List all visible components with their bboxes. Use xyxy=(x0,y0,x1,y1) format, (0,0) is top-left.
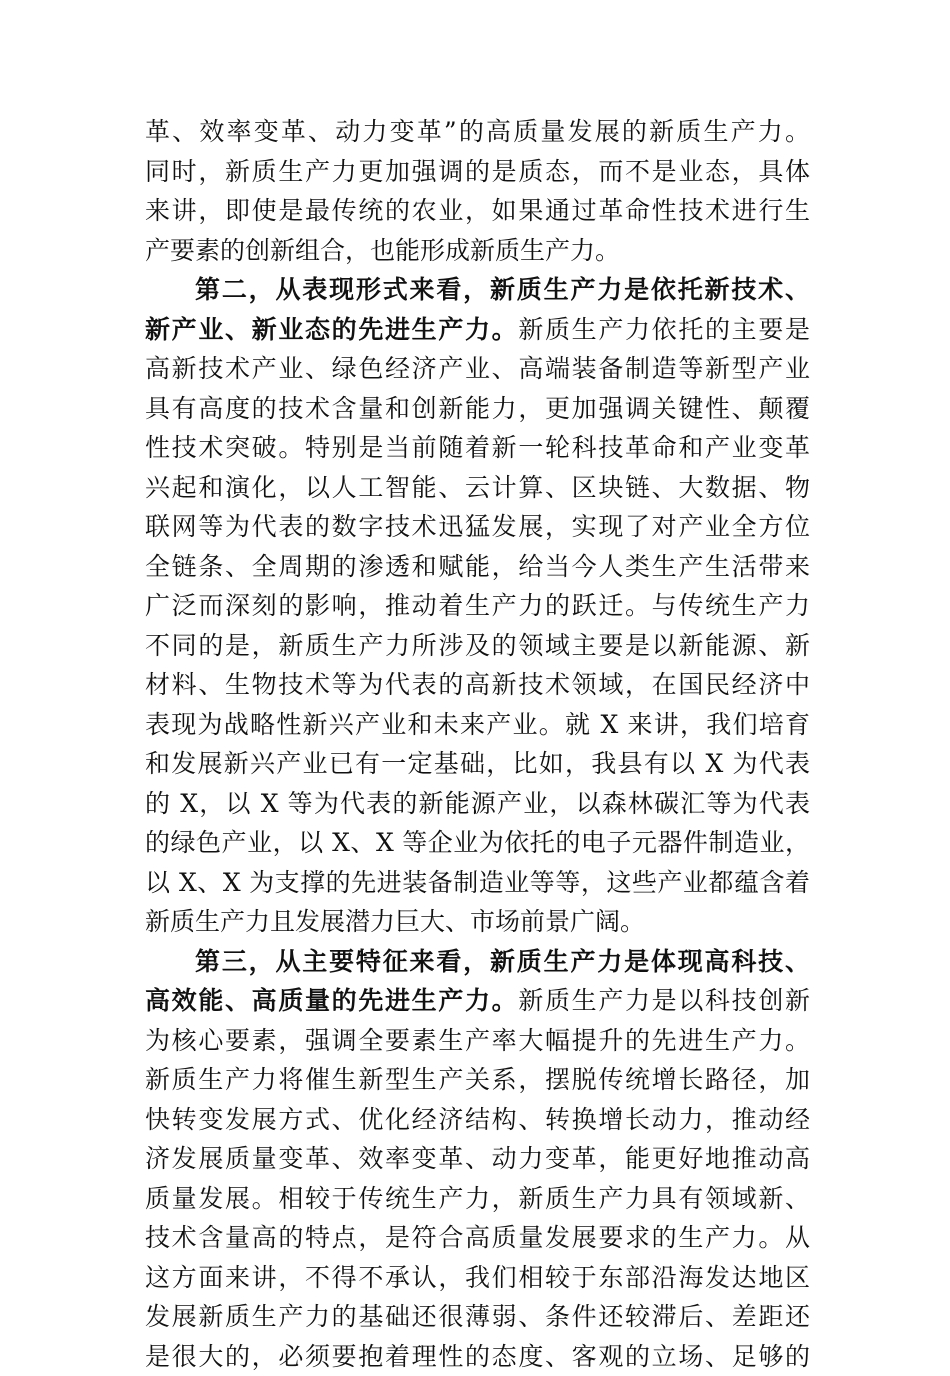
body-text: 来讲，即使是最传统的农业，如果通过革命性技术进行生 xyxy=(145,196,810,225)
text-line xyxy=(145,349,810,389)
text-line xyxy=(145,1297,810,1337)
text-line xyxy=(145,1218,810,1258)
body-text: 新质生产力将催生新型生产关系，摆脱传统增长路径，加 xyxy=(145,1065,810,1094)
document-body xyxy=(145,112,810,1376)
body-text: 济发展质量变革、效率变革、动力变革，能更好地推动高 xyxy=(145,1144,810,1173)
text-line xyxy=(145,665,810,705)
body-text: 新质生产力是以科技创新 xyxy=(518,986,810,1015)
body-text: 联网等为代表的数字技术迅猛发展，实现了对产业全方位 xyxy=(145,512,810,541)
body-text: 质量发展。相较于传统生产力，新质生产力具有领域新、 xyxy=(145,1184,810,1213)
body-text: 材料、生物技术等为代表的高新技术领域，在国民经济中 xyxy=(145,670,810,699)
body-text: 革、效率变革、动力变革”的高质量发展的新质生产力。 xyxy=(145,117,810,146)
bold-heading-text: 新产业、新业态的先进生产力。 xyxy=(145,315,518,344)
text-line xyxy=(145,981,810,1021)
text-line xyxy=(145,468,810,508)
paragraph-first-line xyxy=(145,942,810,982)
body-text: 以 X、X 为支撑的先进装备制造业等等，这些产业都蕴含着 xyxy=(145,868,810,897)
text-line xyxy=(145,310,810,350)
text-line xyxy=(145,231,810,271)
body-text: 这方面来讲，不得不承认，我们相较于东部沿海发达地区 xyxy=(145,1263,810,1292)
body-text: 的 X，以 X 等为代表的新能源产业，以森林碳汇等为代表 xyxy=(145,789,810,818)
body-text: 技术含量高的特点，是符合高质量发展要求的生产力。从 xyxy=(145,1223,810,1252)
text-line xyxy=(145,1060,810,1100)
text-line xyxy=(145,547,810,587)
text-line xyxy=(145,902,810,942)
body-text: 性技术突破。特别是当前随着新一轮科技革命和产业变革 xyxy=(145,433,810,462)
text-line xyxy=(145,112,810,152)
body-text: 新质生产力依托的主要是 xyxy=(518,315,810,344)
body-text: 表现为战略性新兴产业和未来产业。就 X 来讲，我们培育 xyxy=(145,710,810,739)
body-text: 发展新质生产力的基础还很薄弱、条件还较滞后、差距还 xyxy=(145,1302,810,1331)
text-line xyxy=(145,1258,810,1298)
text-line xyxy=(145,507,810,547)
body-text: 不同的是，新质生产力所涉及的领域主要是以新能源、新 xyxy=(145,631,810,660)
text-line xyxy=(145,428,810,468)
bold-heading-text: 第二，从表现形式来看，新质生产力是依托新技术、 xyxy=(195,275,810,304)
text-line xyxy=(145,152,810,192)
body-text: 高新技术产业、绿色经济产业、高端装备制造等新型产业 xyxy=(145,354,810,383)
body-text: 新质生产力且发展潜力巨大、市场前景广阔。 xyxy=(145,907,645,936)
bold-heading-text: 第三，从主要特征来看，新质生产力是体现高科技、 xyxy=(195,947,810,976)
text-line xyxy=(145,823,810,863)
paragraph-first-line xyxy=(145,270,810,310)
body-text: 和发展新兴产业已有一定基础，比如，我县有以 X 为代表 xyxy=(145,749,810,778)
body-text: 兴起和演化，以人工智能、云计算、区块链、大数据、物 xyxy=(145,473,810,502)
text-line xyxy=(145,705,810,745)
body-text: 为核心要素，强调全要素生产率大幅提升的先进生产力。 xyxy=(145,1026,810,1055)
text-line xyxy=(145,389,810,429)
text-line xyxy=(145,863,810,903)
body-text: 具有高度的技术含量和创新能力，更加强调关键性、颠覆 xyxy=(145,394,810,423)
text-line xyxy=(145,586,810,626)
body-text: 广泛而深刻的影响，推动着生产力的跃迁。与传统生产力 xyxy=(145,591,810,620)
text-line xyxy=(145,744,810,784)
text-line xyxy=(145,1139,810,1179)
body-text: 的绿色产业，以 X、X 等企业为依托的电子元器件制造业， xyxy=(145,828,810,857)
text-line xyxy=(145,1021,810,1061)
text-line xyxy=(145,784,810,824)
body-text: 同时，新质生产力更加强调的是质态，而不是业态，具体 xyxy=(145,157,810,186)
text-line xyxy=(145,626,810,666)
bold-heading-text: 高效能、高质量的先进生产力。 xyxy=(145,986,518,1015)
text-line xyxy=(145,1179,810,1219)
body-text: 快转变发展方式、优化经济结构、转换增长动力，推动经 xyxy=(145,1105,810,1134)
body-text: 全链条、全周期的渗透和赋能，给当今人类生产生活带来 xyxy=(145,552,810,581)
body-text: 产要素的创新组合，也能形成新质生产力。 xyxy=(145,236,620,265)
text-line xyxy=(145,191,810,231)
body-text: 是很大的，必须要抱着理性的态度、客观的立场、足够的 xyxy=(145,1342,810,1371)
text-line xyxy=(145,1100,810,1140)
text-line xyxy=(145,1337,810,1376)
